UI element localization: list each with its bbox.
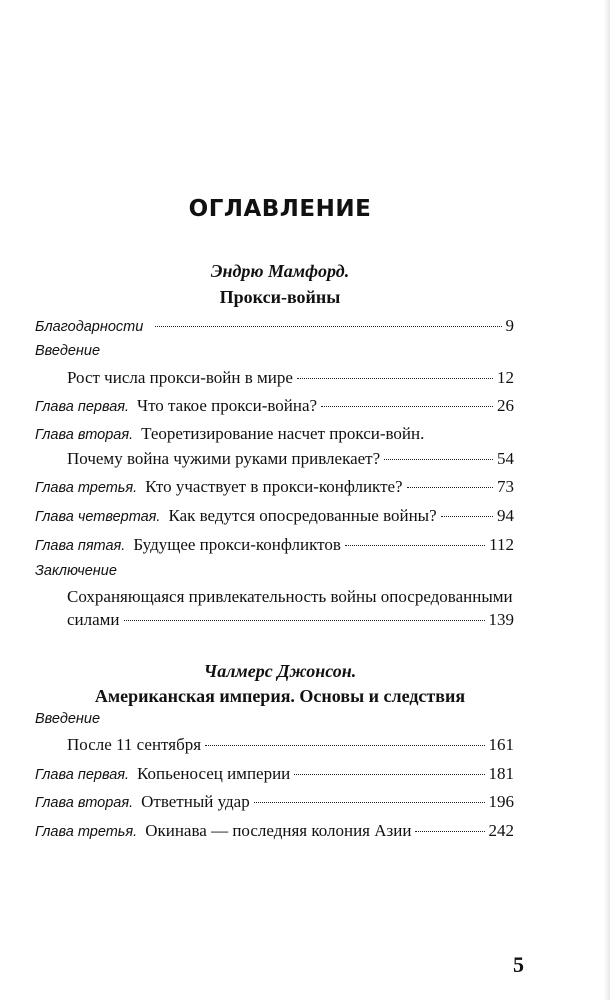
entry-text: Что такое прокси-война?: [137, 396, 318, 415]
page-ref: 181: [488, 764, 514, 783]
toc-entry-chapter-2[interactable]: [35, 424, 514, 448]
leader-dots: [155, 326, 501, 327]
toc-entry-introduction[interactable]: [35, 343, 514, 367]
toc-entry-intro-sub[interactable]: [67, 368, 514, 392]
toc-entry-chapter-3[interactable]: [35, 477, 514, 501]
page-ref: 196: [488, 792, 514, 811]
section-title: Прокси-войны: [219, 287, 341, 307]
entry-text: Сохраняющаяся привлекательность войны опосредованными: [67, 587, 513, 606]
toc-entry-chapter-2-cont[interactable]: [67, 449, 514, 473]
leader-dots: [254, 802, 485, 803]
page-edge: [604, 0, 610, 1000]
page-ref: 73: [497, 477, 514, 496]
leader-dots: [384, 459, 493, 460]
toc-entry-conclusion-sub-cont[interactable]: [67, 610, 514, 634]
page-ref: 139: [488, 610, 514, 629]
leader-dots: [321, 406, 493, 407]
section-author: Эндрю Мамфорд.: [210, 261, 350, 281]
entry-label: Глава третья.: [35, 480, 138, 496]
leader-dots: [415, 831, 484, 832]
toc-entry-chapter-4[interactable]: [35, 506, 514, 530]
entry-text: Окинава — последняя колония Азии: [145, 821, 412, 840]
entry-text: После 11 сентября: [67, 735, 202, 754]
page-ref: 242: [488, 821, 514, 840]
entry-label: Заключение: [35, 563, 117, 579]
page-number: 5: [513, 952, 524, 977]
section-title: Американская империя. Основы и следствия: [94, 686, 466, 706]
entry-label: Глава пятая.: [35, 538, 126, 554]
leader-dots: [441, 516, 493, 517]
entry-label: Глава четвертая.: [35, 509, 161, 525]
entry-label: Глава третья.: [35, 824, 138, 840]
entry-text: Рост числа прокси-войн в мире: [67, 368, 293, 387]
entry-text: Почему война чужими руками привлекает?: [67, 449, 381, 468]
entry-text: Будущее прокси-конфликтов: [133, 535, 341, 554]
page-ref: 94: [497, 506, 514, 525]
leader-dots: [297, 378, 493, 379]
entry-label: Глава вторая.: [35, 795, 134, 811]
page-ref: 161: [488, 735, 514, 754]
entry-label: Благодарности: [35, 319, 144, 335]
entry-text: Ответный удар: [141, 792, 250, 811]
leader-dots: [124, 620, 485, 621]
toc-entry-chapter-1[interactable]: [35, 764, 514, 788]
entry-label: Введение: [35, 343, 101, 359]
page-ref: 26: [497, 396, 514, 415]
toc-entry-chapter-3[interactable]: [35, 821, 514, 845]
leader-dots: [345, 545, 485, 546]
page-ref: 9: [505, 316, 514, 335]
entry-text: Копьеносец империи: [137, 764, 291, 783]
entry-label: Введение: [35, 711, 101, 727]
toc-entry-chapter-1[interactable]: [35, 396, 514, 420]
entry-label: Глава первая.: [35, 399, 130, 415]
leader-dots: [407, 487, 493, 488]
entry-text: Как ведутся опосредованные войны?: [168, 506, 437, 525]
page-ref: 112: [489, 535, 514, 554]
section-author: Чалмерс Джонсон.: [203, 661, 357, 681]
toc-entry-chapter-2[interactable]: [35, 792, 514, 816]
page-ref: 12: [497, 368, 514, 387]
toc-entry-introduction[interactable]: [35, 711, 514, 735]
entry-label: Глава вторая.: [35, 427, 134, 443]
entry-label: Глава первая.: [35, 767, 130, 783]
toc-entry-conclusion-sub[interactable]: [67, 587, 514, 611]
toc-entry-chapter-5[interactable]: [35, 535, 514, 559]
toc-entry-intro-sub[interactable]: [67, 735, 514, 759]
leader-dots: [294, 774, 484, 775]
leader-dots: [205, 745, 484, 746]
entry-text: Теоретизирование насчет прокси-войн.: [141, 424, 425, 443]
toc-entry-conclusion[interactable]: [35, 563, 514, 587]
page-title: ОГЛАВЛЕНИЕ: [188, 196, 372, 222]
entry-text: силами: [67, 610, 120, 629]
page-ref: 54: [497, 449, 514, 468]
toc-entry-acknowledgements[interactable]: [35, 316, 514, 340]
entry-text: Кто участвует в прокси-конфликте?: [145, 477, 403, 496]
